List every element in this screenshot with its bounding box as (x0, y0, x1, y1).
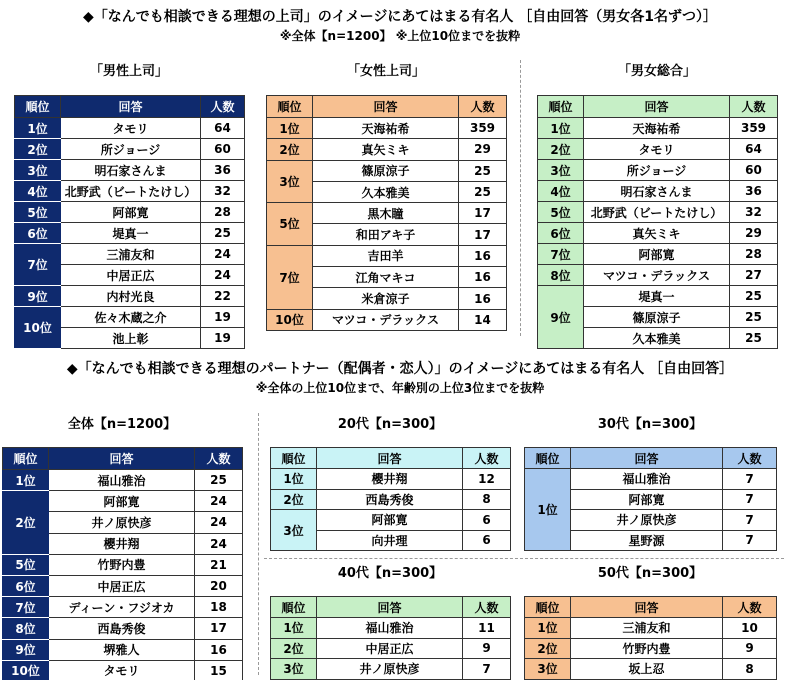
male-boss-title: 「男性上司」 (89, 64, 168, 79)
name-cell: 井ノ原快彦 (571, 510, 723, 531)
name-cell: 堤真一 (584, 286, 730, 307)
name-cell: 北野武（ビートたけし） (61, 181, 201, 202)
table-row (525, 618, 777, 639)
table-row (15, 223, 245, 244)
table-row (538, 244, 778, 265)
rank-header: 順位 (267, 96, 313, 118)
count-header: 人数 (730, 96, 778, 118)
name-cell: 吉田羊 (313, 245, 459, 266)
rank-cell: 3位 (271, 659, 317, 680)
count-cell: 36 (730, 181, 778, 202)
table-row (271, 489, 511, 510)
rank-cell: 2位 (525, 638, 571, 659)
name-cell: 明石家さんま (584, 181, 730, 202)
rank-cell: 2位 (267, 139, 313, 160)
rank-cell: 10位 (267, 309, 313, 330)
table-row (3, 597, 243, 618)
divider-vertical-bottom (258, 413, 259, 675)
name-cell: 北野武（ビートたけし） (584, 202, 730, 223)
table-row (538, 202, 778, 223)
count-cell: 7 (723, 530, 777, 551)
count-cell: 9 (723, 638, 777, 659)
count-cell: 25 (195, 470, 243, 491)
partner-all-title: 全体【n=1200】 (67, 417, 177, 432)
count-cell: 16 (459, 267, 507, 288)
name-cell: 阿部寛 (317, 510, 463, 531)
rank-cell: 8位 (3, 618, 49, 639)
count-cell: 21 (195, 554, 243, 575)
divider-horizontal-bottom (264, 558, 784, 559)
rank-cell: 9位 (538, 286, 584, 349)
table-row (538, 160, 778, 181)
partner-40s-table (270, 596, 511, 680)
table-row (15, 244, 245, 265)
table-header (271, 597, 511, 618)
name-cell: マツコ・デラックス (584, 265, 730, 286)
name-cell: 阿部寛 (49, 491, 195, 512)
count-cell: 24 (201, 244, 245, 265)
count-cell: 16 (195, 639, 243, 660)
table-header (538, 96, 778, 118)
count-cell: 25 (730, 307, 778, 328)
rank-cell: 2位 (271, 638, 317, 659)
table-row (3, 618, 243, 639)
rank-cell: 4位 (15, 181, 61, 202)
name-cell: 阿部寛 (584, 244, 730, 265)
count-cell: 32 (201, 181, 245, 202)
count-cell: 60 (730, 160, 778, 181)
name-cell: 井ノ原快彦 (317, 659, 463, 680)
name-cell: 天海祐希 (584, 118, 730, 139)
name-cell: 中居正広 (61, 265, 201, 286)
count-cell: 16 (459, 245, 507, 266)
partner-30s-title: 30代【n=300】 (597, 417, 703, 432)
count-header: 人数 (459, 96, 507, 118)
rank-cell: 7位 (538, 244, 584, 265)
name-header: 回答 (49, 448, 195, 470)
count-cell: 9 (463, 638, 511, 659)
table-header (525, 597, 777, 618)
table-row (538, 139, 778, 160)
table-row (538, 181, 778, 202)
name-cell: 櫻井翔 (49, 533, 195, 554)
name-cell: 星野源 (571, 530, 723, 551)
name-header: 回答 (317, 448, 463, 469)
rank-cell: 2位 (271, 489, 317, 510)
name-cell: 江角マキコ (313, 267, 459, 288)
rank-cell: 6位 (15, 223, 61, 244)
name-cell: 所ジョージ (61, 139, 201, 160)
table-row (267, 139, 507, 160)
count-cell: 8 (463, 489, 511, 510)
name-cell: 櫻井翔 (317, 469, 463, 490)
rank-header: 順位 (271, 597, 317, 618)
name-header: 回答 (584, 96, 730, 118)
rank-cell: 7位 (3, 597, 49, 618)
table-row (267, 203, 507, 224)
partner-50s-title: 50代【n=300】 (597, 566, 703, 581)
header-row (525, 597, 777, 618)
name-cell: 福山雅治 (317, 618, 463, 639)
count-cell: 7 (723, 510, 777, 531)
divider-vertical-top (520, 60, 521, 336)
count-header: 人数 (723, 597, 777, 618)
name-cell: タモリ (49, 660, 195, 680)
rank-header: 順位 (15, 96, 61, 118)
table-header (3, 448, 243, 470)
table-row (267, 118, 507, 139)
count-cell: 17 (459, 224, 507, 245)
name-cell: 福山雅治 (49, 470, 195, 491)
count-cell: 12 (463, 469, 511, 490)
rank-cell: 1位 (3, 470, 49, 491)
table-row (525, 638, 777, 659)
rank-cell: 1位 (525, 618, 571, 639)
count-cell: 25 (730, 328, 778, 349)
count-header: 人数 (723, 448, 777, 469)
count-cell: 16 (459, 288, 507, 309)
table-row (3, 575, 243, 596)
name-header: 回答 (571, 597, 723, 618)
table-row (15, 139, 245, 160)
name-cell: 福山雅治 (571, 469, 723, 490)
count-header: 人数 (195, 448, 243, 470)
table-row (15, 118, 245, 139)
rank-cell: 5位 (267, 203, 313, 246)
overall-boss-table (537, 95, 778, 349)
rank-cell: 1位 (538, 118, 584, 139)
count-cell: 28 (201, 202, 245, 223)
rank-cell: 3位 (538, 160, 584, 181)
table-row (15, 160, 245, 181)
count-cell: 18 (195, 597, 243, 618)
table-row (267, 160, 507, 181)
rank-cell: 5位 (538, 202, 584, 223)
name-cell: 久本雅美 (313, 181, 459, 202)
table-row (271, 618, 511, 639)
table-header (267, 96, 507, 118)
count-cell: 7 (723, 469, 777, 490)
count-cell: 29 (730, 223, 778, 244)
rank-cell: 10位 (3, 660, 49, 680)
name-cell: 西島秀俊 (317, 489, 463, 510)
count-cell: 6 (463, 510, 511, 531)
name-cell: 竹野内豊 (571, 638, 723, 659)
count-cell: 25 (730, 286, 778, 307)
section-subtitle-partner: ※全体の上位10位まで、年齢別の上位3位までを抜粋 (255, 381, 545, 395)
partner-40s-title: 40代【n=300】 (337, 566, 443, 581)
count-cell: 8 (723, 659, 777, 680)
table-header (525, 448, 777, 469)
count-cell: 36 (201, 160, 245, 181)
count-cell: 25 (459, 181, 507, 202)
table-row (271, 510, 511, 531)
count-cell: 6 (463, 530, 511, 551)
count-cell: 7 (463, 659, 511, 680)
name-cell: 池上彰 (61, 328, 201, 349)
count-cell: 19 (201, 328, 245, 349)
count-cell: 359 (459, 118, 507, 139)
name-cell: 篠原涼子 (584, 307, 730, 328)
count-cell: 64 (730, 139, 778, 160)
name-cell: 三浦友和 (571, 618, 723, 639)
rank-cell: 4位 (538, 181, 584, 202)
rank-cell: 1位 (267, 118, 313, 139)
table-row (15, 202, 245, 223)
name-cell: 井ノ原快彦 (49, 512, 195, 533)
rank-cell: 1位 (525, 469, 571, 551)
partner-all-table (2, 447, 243, 680)
table-row (271, 638, 511, 659)
name-cell: 米倉涼子 (313, 288, 459, 309)
rank-header: 順位 (3, 448, 49, 470)
name-cell: 三浦友和 (61, 244, 201, 265)
rank-cell: 5位 (15, 202, 61, 223)
rank-cell: 3位 (267, 160, 313, 203)
name-cell: 所ジョージ (584, 160, 730, 181)
table-row (267, 245, 507, 266)
table-row (3, 491, 243, 512)
rank-header: 順位 (538, 96, 584, 118)
name-cell: 向井理 (317, 530, 463, 551)
count-cell: 24 (201, 265, 245, 286)
header-row (525, 448, 777, 469)
rank-cell: 7位 (15, 244, 61, 286)
name-cell: 真矢ミキ (584, 223, 730, 244)
count-header: 人数 (463, 448, 511, 469)
rank-cell: 3位 (15, 160, 61, 181)
name-cell: 天海祐希 (313, 118, 459, 139)
name-cell: 内村光良 (61, 286, 201, 307)
count-cell: 17 (459, 203, 507, 224)
table-row (3, 554, 243, 575)
count-cell: 14 (459, 309, 507, 330)
name-cell: 堤真一 (61, 223, 201, 244)
table-row (538, 118, 778, 139)
female-boss-table (266, 95, 507, 331)
rank-cell: 1位 (15, 118, 61, 139)
count-cell: 27 (730, 265, 778, 286)
rank-cell: 2位 (15, 139, 61, 160)
name-cell: ディーン・フジオカ (49, 597, 195, 618)
name-cell: 堺雅人 (49, 639, 195, 660)
table-row (525, 659, 777, 680)
table-row (15, 181, 245, 202)
name-header: 回答 (571, 448, 723, 469)
count-cell: 64 (201, 118, 245, 139)
section-subtitle-boss: ※全体【n=1200】 ※上位10位までを抜粋 (279, 29, 521, 43)
count-cell: 28 (730, 244, 778, 265)
rank-cell: 7位 (267, 245, 313, 309)
count-cell: 22 (201, 286, 245, 307)
rank-cell: 2位 (3, 491, 49, 555)
name-cell: 和田アキ子 (313, 224, 459, 245)
table-row (525, 469, 777, 490)
name-cell: 真矢ミキ (313, 139, 459, 160)
name-cell: タモリ (61, 118, 201, 139)
name-cell: 黒木瞳 (313, 203, 459, 224)
table-row (271, 659, 511, 680)
partner-30s-table (524, 447, 777, 551)
name-cell: 明石家さんま (61, 160, 201, 181)
count-cell: 25 (201, 223, 245, 244)
rank-cell: 2位 (538, 139, 584, 160)
count-cell: 15 (195, 660, 243, 680)
count-cell: 29 (459, 139, 507, 160)
rank-cell: 8位 (538, 265, 584, 286)
rank-cell: 1位 (271, 469, 317, 490)
table-row (267, 309, 507, 330)
count-cell: 359 (730, 118, 778, 139)
rank-cell: 3位 (271, 510, 317, 551)
partner-20s-title: 20代【n=300】 (337, 417, 443, 432)
count-cell: 24 (195, 512, 243, 533)
rank-header: 順位 (271, 448, 317, 469)
partner-20s-table (270, 447, 511, 551)
female-boss-title: 「女性上司」 (346, 64, 425, 79)
name-cell: 篠原涼子 (313, 160, 459, 181)
table-row (3, 660, 243, 680)
table-row (3, 470, 243, 491)
header-row (267, 96, 507, 118)
rank-cell: 6位 (3, 575, 49, 596)
header-row (271, 597, 511, 618)
name-header: 回答 (61, 96, 201, 118)
name-cell: 中居正広 (317, 638, 463, 659)
name-cell: 阿部寛 (61, 202, 201, 223)
count-cell: 17 (195, 618, 243, 639)
count-header: 人数 (201, 96, 245, 118)
rank-cell: 1位 (271, 618, 317, 639)
name-cell: 久本雅美 (584, 328, 730, 349)
count-header: 人数 (463, 597, 511, 618)
name-cell: 阿部寛 (571, 489, 723, 510)
rank-cell: 9位 (3, 639, 49, 660)
header-row (271, 448, 511, 469)
overall-boss-title: 「男女総合」 (617, 64, 696, 79)
table-header (271, 448, 511, 469)
table-row (538, 286, 778, 307)
name-cell: タモリ (584, 139, 730, 160)
section-title-boss: ◆「なんでも相談できる理想の上司」のイメージにあてはまる有名人 ［自由回答（男女各1名ずつ）］ (83, 9, 717, 25)
rank-cell: 5位 (3, 554, 49, 575)
rank-cell: 6位 (538, 223, 584, 244)
table-row (3, 639, 243, 660)
name-cell: 坂上忍 (571, 659, 723, 680)
table-row (15, 307, 245, 328)
table-row (15, 286, 245, 307)
header-row (15, 96, 245, 118)
rank-cell: 3位 (525, 659, 571, 680)
name-cell: 佐々木蔵之介 (61, 307, 201, 328)
table-row (271, 469, 511, 490)
rank-cell: 10位 (15, 307, 61, 349)
name-cell: マツコ・デラックス (313, 309, 459, 330)
name-header: 回答 (317, 597, 463, 618)
count-cell: 20 (195, 575, 243, 596)
count-cell: 11 (463, 618, 511, 639)
header-row (538, 96, 778, 118)
table-row (538, 265, 778, 286)
section-title-partner: ◆「なんでも相談できる理想のパートナー（配偶者・恋人）」のイメージにあてはまる有名人 ［自由回答］ (66, 361, 734, 377)
count-cell: 24 (195, 533, 243, 554)
table-row (538, 223, 778, 244)
table-header (15, 96, 245, 118)
count-cell: 7 (723, 489, 777, 510)
name-cell: 中居正広 (49, 575, 195, 596)
rank-header: 順位 (525, 448, 571, 469)
count-cell: 32 (730, 202, 778, 223)
rank-cell: 9位 (15, 286, 61, 307)
name-cell: 竹野内豊 (49, 554, 195, 575)
name-header: 回答 (313, 96, 459, 118)
rank-header: 順位 (525, 597, 571, 618)
male-boss-table (14, 95, 245, 349)
count-cell: 19 (201, 307, 245, 328)
count-cell: 60 (201, 139, 245, 160)
header-row (3, 448, 243, 470)
count-cell: 24 (195, 491, 243, 512)
name-cell: 西島秀俊 (49, 618, 195, 639)
partner-50s-table (524, 596, 777, 680)
count-cell: 10 (723, 618, 777, 639)
count-cell: 25 (459, 160, 507, 181)
